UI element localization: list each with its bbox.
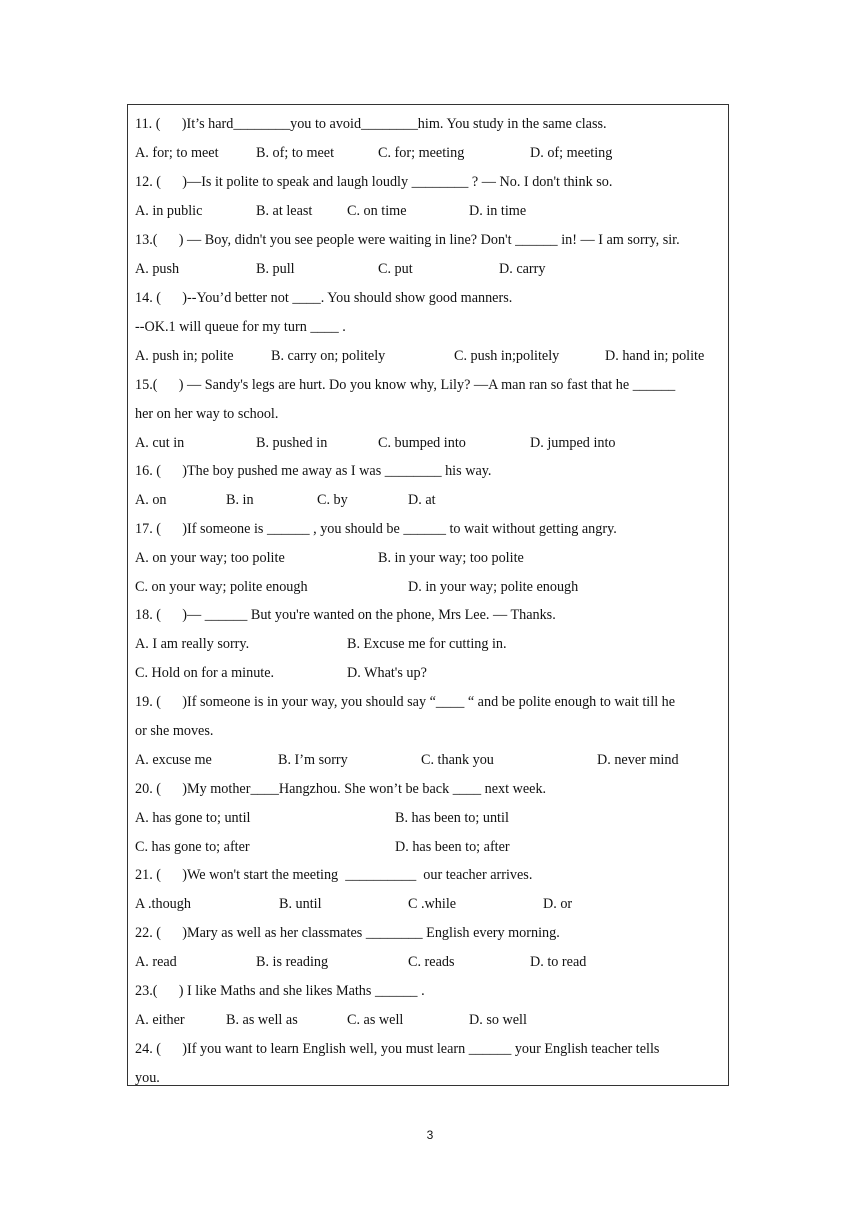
- q13-option-c: C. put: [378, 261, 413, 277]
- question-15-stem-line2: her on her way to school.: [135, 406, 279, 422]
- q19-option-a: A. excuse me: [135, 752, 212, 768]
- question-22-stem: 22. ( )Mary as well as her classmates ________ English every morning.: [135, 925, 560, 941]
- q16-option-d: D. at: [408, 492, 436, 508]
- q17-option-a: A. on your way; too polite: [135, 550, 285, 566]
- q19-option-b: B. I’m sorry: [278, 752, 348, 768]
- q22-option-b: B. is reading: [256, 954, 329, 970]
- q13-option-b: B. pull: [256, 261, 295, 277]
- q16-option-a: A. on: [135, 492, 167, 508]
- q21-option-d: D. or: [543, 896, 573, 912]
- q21-option-a: A .though: [135, 896, 191, 912]
- q23-option-c: C. as well: [347, 1012, 404, 1028]
- q18-option-a: A. I am really sorry.: [135, 636, 250, 652]
- q23-option-d: D. so well: [469, 1012, 527, 1028]
- q21-option-b: B. until: [279, 896, 322, 912]
- q11-option-a: A. for; to meet: [135, 145, 219, 161]
- q23-option-b: B. as well as: [226, 1012, 298, 1028]
- q11-option-b: B. of; to meet: [256, 145, 335, 161]
- q17-option-c: C. on your way; polite enough: [135, 579, 308, 595]
- question-17-stem: 17. ( )If someone is ______ , you should be ______ to wait without getting angry.: [135, 521, 617, 537]
- q13-option-d: D. carry: [499, 261, 546, 277]
- question-24-stem: 24. ( )If you want to learn English well, you must learn ______ your English teacher tells: [135, 1041, 660, 1057]
- question-14-stem-line2: --OK.1 will queue for my turn ____ .: [135, 319, 346, 335]
- q18-option-d: D. What's up?: [347, 665, 427, 681]
- question-13-stem: 13.( ) — Boy, didn't you see people were waiting in line? Don't ______ in! — I am sorry, sir.: [135, 232, 680, 248]
- q22-option-d: D. to read: [530, 954, 587, 970]
- q14-option-d: D. hand in; polite: [605, 348, 705, 364]
- question-14-stem: 14. ( )--You’d better not ____. You should show good manners.: [135, 290, 513, 306]
- question-21-stem: 21. ( )We won't start the meeting __________ our teacher arrives.: [135, 867, 533, 883]
- q14-option-b: B. carry on; politely: [271, 348, 386, 364]
- q16-option-b: B. in: [226, 492, 254, 508]
- question-18-stem: 18. ( )— ______ But you're wanted on the phone, Mrs Lee. — Thanks.: [135, 607, 556, 623]
- q12-option-c: C. on time: [347, 203, 407, 219]
- q20-option-c: C. has gone to; after: [135, 839, 250, 855]
- question-20-stem: 20. ( )My mother____Hangzhou. She won’t be back ____ next week.: [135, 781, 547, 797]
- q20-option-b: B. has been to; until: [395, 810, 509, 826]
- q13-option-a: A. push: [135, 261, 180, 277]
- q21-option-c: C .while: [408, 896, 457, 912]
- q14-option-a: A. push in; polite: [135, 348, 234, 364]
- question-23-stem: 23.( ) I like Maths and she likes Maths ______ .: [135, 983, 425, 999]
- q18-option-b: B. Excuse me for cutting in.: [347, 636, 507, 652]
- page-number: 3: [426, 1128, 434, 1142]
- question-15-stem: 15.( ) — Sandy's legs are hurt. Do you know why, Lily? —A man ran so fast that he ______: [135, 377, 676, 393]
- q23-option-a: A. either: [135, 1012, 185, 1028]
- question-24-stem-line2: you.: [135, 1070, 160, 1086]
- q17-option-d: D. in your way; polite enough: [408, 579, 579, 595]
- q15-option-a: A. cut in: [135, 435, 185, 451]
- question-19-stem: 19. ( )If someone is in your way, you should say “____ “ and be polite enough to wait till he: [135, 694, 676, 710]
- q12-option-b: B. at least: [256, 203, 313, 219]
- question-19-stem-line2: or she moves.: [135, 723, 214, 739]
- q19-option-c: C. thank you: [421, 752, 494, 768]
- q20-option-a: A. has gone to; until: [135, 810, 251, 826]
- question-12-stem: 12. ( )—Is it polite to speak and laugh loudly ________ ? — No. I don't think so.: [135, 174, 613, 190]
- q15-option-c: C. bumped into: [378, 435, 466, 451]
- q22-option-c: C. reads: [408, 954, 455, 970]
- q11-option-c: C. for; meeting: [378, 145, 465, 161]
- q14-option-c: C. push in;politely: [454, 348, 560, 364]
- q15-option-b: B. pushed in: [256, 435, 328, 451]
- q17-option-b: B. in your way; too polite: [378, 550, 524, 566]
- q15-option-d: D. jumped into: [530, 435, 616, 451]
- q19-option-d: D. never mind: [597, 752, 679, 768]
- q18-option-c: C. Hold on for a minute.: [135, 665, 275, 681]
- question-11-stem: 11. ( )It’s hard________you to avoid________him. You study in the same class.: [135, 116, 607, 132]
- q20-option-d: D. has been to; after: [395, 839, 510, 855]
- q11-option-d: D. of; meeting: [530, 145, 613, 161]
- q22-option-a: A. read: [135, 954, 177, 970]
- q16-option-c: C. by: [317, 492, 348, 508]
- q12-option-d: D. in time: [469, 203, 527, 219]
- q12-option-a: A. in public: [135, 203, 203, 219]
- question-16-stem: 16. ( )The boy pushed me away as I was ________ his way.: [135, 463, 492, 479]
